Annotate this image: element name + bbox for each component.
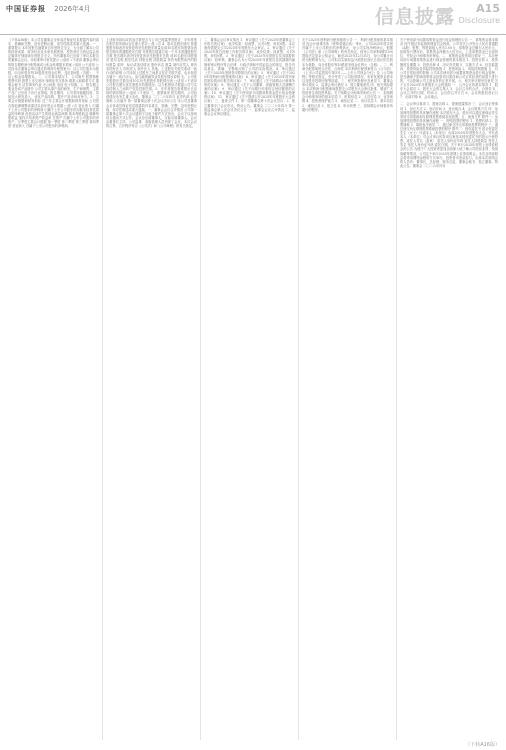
column-text: 关于使用部分闲置募集资金进行现金管理的公告 一、募集资金基本情况 经中国证券监督管理委员会核准，公司首次公开发行人民币普通股（A股）股票，每股面值人民币1.00元，募集资金总额为人民币元，扣除发行费用后，募集资金净额为人民币元。上述募集资金已全部到位，并经会计师事务所审验。二、募集资金投资项目情况 三、本次使用部分闲置募集资金进行现金管理的基本情况 1、投资目的 2、投资额度及期限 3、投资品种 4、决议有效期 5、实施方式 6、信息披露 四、投资风险及风险控制措施 1、投资风险 2、风险控制措施 五、对公司日常经营的影响 公司本次使用部分闲置募集资金进行现金管理，是在确保不影响募集资金投资项目建设和公司正常经营的前提下进行的，不会影响公司主营业务的正常开展。六、相关审议程序及意见 关于召开2025年年度股东大会的通知 一、召开会议的基本情况 1、股东大会届次 2、股东大会的召集人 3、会议召开的合法、合规性 4、会议召开的日期、时间 5、会议的召开方式 6、会议的股权登记日 7、出席对象 8、会议地点。 xyxy=(400,38,498,100)
page-number: A15 xyxy=(476,2,500,15)
column-text: 二、董事会会议审议情况 1、审议通过《关于2025年度董事会工作报告的议案》 表决结果：同意票，反对0票，弃权0票。本议案尚需提交公司2025年年度股东大会审议。2、审议通过《关于2025年度总经理工作报告的议案》 表决结果：同意票，反对0票，弃权0票。3、审议通过《关于2025年年度报告及其摘要的议案》 经审核，董事会认为公司2025年年度报告及其摘要的编制和审议程序符合法律、行政法规和中国证监会的规定，报告内容真实、准确、完整地反映了公司的实际情况。4、审议通过《关于2025年度财务决算报告的议案》 5、审议通过《关于2025年度利润分配预案的议案》 6、审议通过《关于2025年度内部控制自我评价报告的议案》 7、审议通过《关于续聘会计师事务所的议案》 8、审议通过《关于公司董事、高级管理人员薪酬方案的议案》 9、审议通过《关于向银行申请综合授信额度的议案》 10、审议通过《关于使用部分闲置募集资金进行现金管理的议案》 11、审议通过《关于提请召开2025年年度股东大会的议案》 三、备查文件 1、第一届董事会第十次会议决议；2、独立董事专门会议决议。特此公告。董事会 二〇二六年四月 第一届监事会第八次会议决议公告 一、监事会会议召开情况 二、监事会会议审议情况。 xyxy=(204,38,295,116)
article-columns xyxy=(8,38,498,740)
column-divider xyxy=(298,38,299,740)
column-divider xyxy=(396,38,397,740)
column-divider xyxy=(200,38,201,740)
column-text: （下转A16版）本公司及董事会全体成员保证信息披露内容的真实、准确和完整，没有虚假记载、误导性陈述或重大遗漏。一、重要提示 本年度报告摘要来自年度报告全文，为全面了解本公司的经营成果、财务状况及未来发展规划，投资者应当到证监会指定媒体仔细阅读年度报告全文。所有董事均已出席了审议本报告的董事会会议。非标准审计意见提示 □适用 √不适用 董事会审议的报告期利润分配预案或公积金转增股本预案 √适用 □不适用 公司经本次董事会审议通过的利润分配预案为：以公司总股本为基数，向全体股东每10股派发现金红利，送红股0股（含税），不以公积金转增股本。二、公司基本情况 1、公司简介 股票简称 股票代码 股票上市交易所 深圳证券交易所 联系人和联系方式 董事会秘书 证券事务代表 办公地址 电话 电子信箱。2、报告期主要业务或产品简介 公司主要从事产品的研发、生产和销售，主要产品广泛应用于各行业领域。报告期内，公司坚持稳健经营，持续加大研发投入，优化产品结构，提升产品市场竞争力。3、主要会计数据和财务指标 近三年主要会计数据和财务指标 公司是否需追溯调整或重述以前年度会计数据 □是 √否 营业收入 归属于上市公司股东的净利润 归属于上市公司股东的扣除非经常性损益的净利润 经营活动产生的现金流量净额 基本每股收益 稀释每股收益 加权平均净资产收益率 总资产 归属于上市公司股东的净资产。分季度主要会计数据 第一季度 第二季度 第三季度 第四季度 营业收入 归属于上市公司股东的净利润。 xyxy=(8,38,99,128)
column-4 xyxy=(302,38,393,740)
continued-note: （下转A16版） xyxy=(465,742,500,748)
issue-date: 2026年4月 xyxy=(54,5,91,13)
column-text: 关于2025年度利润分配预案的公告 一、利润分配预案的基本情况 经会计师事务所（特殊普通合伙）审计，公司2025年度实现归属于上市公司股东的净利润元，母公司实现净利润元。根据《公司法》和《公司章程》的有关规定，按母公司净利润的10%提取法定盈余公积金元，截至2025年12月31日，母公司累计可供分配利润为元。公司拟以实施权益分派股权登记日登记的总股本为基数，向全体股东每10股派发现金红利元（含税）。二、利润分配预案的合法性、合规性 本次利润分配预案符合《公司法》《上市公司监管指引第3号——上市公司现金分红》及《公司章程》等相关规定，充分考虑了公司经营情况、未来发展资金需求以及股东投资回报等因素。三、相关审批程序及意见 1、董事会审议情况 2、监事会审议情况 3、独立董事意见 四、相关风险提示 本次利润分配预案尚需提交公司股东大会审议批准，敬请广大投资者注意投资风险。关于续聘会计师事务所的公告 一、拟续聘会计师事务所的基本信息 1、机构信息 2、人员信息 3、业务规模 4、投资者保护能力 5、诚信记录 二、项目信息 1、基本信息 2、诚信记录 3、独立性 4、审计收费 三、拟续聘会计师事务所履行的程序。 xyxy=(302,38,393,112)
section-title-en: Disclosure xyxy=(458,16,500,25)
column-1 xyxy=(8,38,99,740)
masthead xyxy=(6,4,91,14)
column-5 xyxy=(400,38,498,740)
page-header xyxy=(0,0,506,35)
paper-name: 中国证券报 xyxy=(6,5,46,13)
column-divider xyxy=(102,38,103,740)
column-text: 上述财务指标或其加总数是否与公司已披露季度报告、半年度报告相关财务指标存在重大差异 □是 √否 4、股本及股东情况 普通股股东和表决权恢复的优先股股东数量及前10名股东持股情况表 报告期末普通股股东总数 年度报告披露日前一个月末普通股股东总数 报告期末表决权恢复的优先股股东总数 前10名股东持股情况 股东名称 股东性质 持股比例 持股数量 持有有限售条件的股份数量 质押、标记或冻结情况 股份状态 数量 境内自然人 境内非国有法人 国有法人 境外法人 其他。上述股东关联关系或一致行动的说明 公司未知上述股东之间是否存在关联关系，也未知是否属于一致行动人。参与融资融券业务股东情况说明 无。公司优先股股东总数及前10名优先股股东持股情况表 □适用 √不适用 公司报告期无优先股股东持股情况。以方框图形式披露公司与实际控制人之间的产权及控制关系。5、在年度报告批准报出日存续的债券情况 □适用 √不适用 三、重要事项 报告期内，公司经营情况未发生重大变化。董事会 二〇二六年四月 证券代码 证券简称 公告编号 第一届董事会第十次会议决议公告 本公司及董事会全体成员保证信息披露的内容真实、准确、完整，没有虚假记载、误导性陈述或重大遗漏。一、董事会会议召开情况 公司第一届董事会第十次会议通知于以电子邮件方式发出，会议于以现场结合通讯方式召开。会议应出席董事人，实际出席董事人。会议由董事长主持，公司监事、高级管理人员列席了会议。本次会议的召集、召开程序符合《公司法》和《公司章程》的有关规定。 xyxy=(106,38,197,128)
column-text: 二、会议审议事项 1、提案名称 2、提案披露情况 三、会议登记等事项 1、登记方式 2、登记时间 3、登记地点 4、会议联系方式 四、参加网络投票的具体操作流程 本次股东大会，股东可以通过深圳证券交易所交易系统和互联网投票系统参加投票。五、备查文件 附件一：参加网络投票的具体操作流程 一、网络投票的程序 1、投票代码 2、投票简称 3、填报表决意见 二、通过深交所交易系统投票的程序 三、通过深交所互联网投票系统投票的程序 附件二：授权委托书 兹全权委托先生（女士）代表本人（本单位）出席2025年年度股东大会，并代表本人（本单位）对会议审议的各项议案按本授权委托书的指示行使投票。委托人签名（盖章） 委托人身份证号码 委托人持股数量 受托人签名 受托人身份证号码 委托日期。关于举行2025年度网上业绩说明会的公告 为便于广大投资者更加全面深入地了解公司经营业绩、发展战略等情况，公司定于举行2025年度网上业绩说明会。本次业绩说明会将采用网络远程的方式举行，投资者可登录参与。出席本次说明会的人员有：董事长、总经理、财务总监、董事会秘书、独立董事。特此公告。董事会 二〇二六年四月 xyxy=(400,102,498,168)
column-2 xyxy=(106,38,197,740)
column-3 xyxy=(204,38,295,740)
section-title: 信息披露 xyxy=(375,6,456,28)
